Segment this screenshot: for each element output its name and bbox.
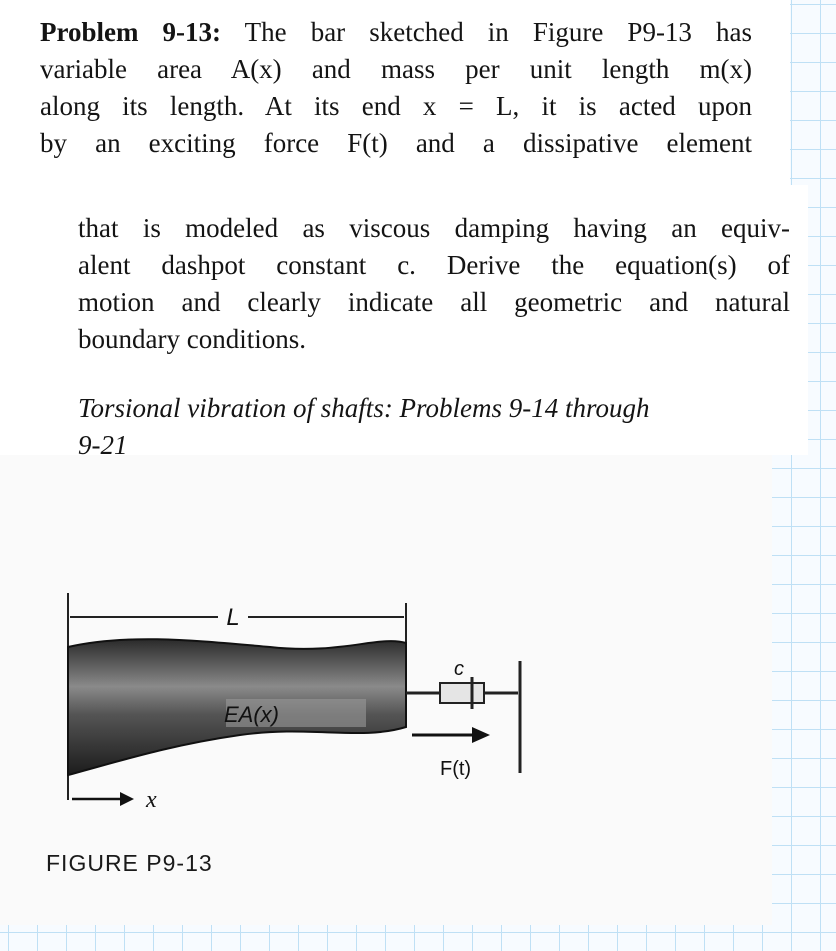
problem-title: Problem 9-13:: [40, 17, 222, 47]
problem-line-6: alent dashpot constant c. Derive the equation(s) of: [78, 250, 790, 280]
force-arrow-head: [472, 727, 490, 743]
damper-label: c: [454, 658, 464, 680]
problem-line-4: by an exciting force F(t) and a dissipative element: [40, 128, 752, 158]
axis-label: x: [146, 787, 157, 813]
problem-line-8: boundary conditions.: [78, 324, 306, 354]
x-axis-arrow-head: [120, 792, 134, 806]
figure-caption: FIGURE P9-13: [46, 850, 213, 876]
problem-paragraph-bottom: [78, 210, 790, 358]
problem-line-7: motion and clearly indicate all geometric and natural: [78, 287, 790, 317]
section-heading: [78, 390, 788, 464]
section-heading-line-2: 9-21: [78, 430, 128, 460]
problem-line-3: along its length. At its end x = L, it is acted upon: [40, 91, 752, 121]
problem-paragraph-top: [40, 14, 752, 162]
section-heading-line-1: Torsional vibration of shafts: Problems 9-14 through: [78, 393, 650, 423]
problem-line-1: Problem 9-13: The bar sketched in Figure P9-13 has: [40, 17, 752, 47]
length-label: L: [226, 604, 240, 631]
figure-p9-13: [40, 575, 560, 815]
force-label: F(t): [440, 758, 472, 780]
problem-line-5: that is modeled as viscous damping having an equiv-: [78, 213, 790, 243]
problem-line-2: variable area A(x) and mass per unit length m(x): [40, 54, 752, 84]
area-label: EA(x): [224, 702, 279, 727]
dashpot-cylinder: [440, 683, 484, 703]
